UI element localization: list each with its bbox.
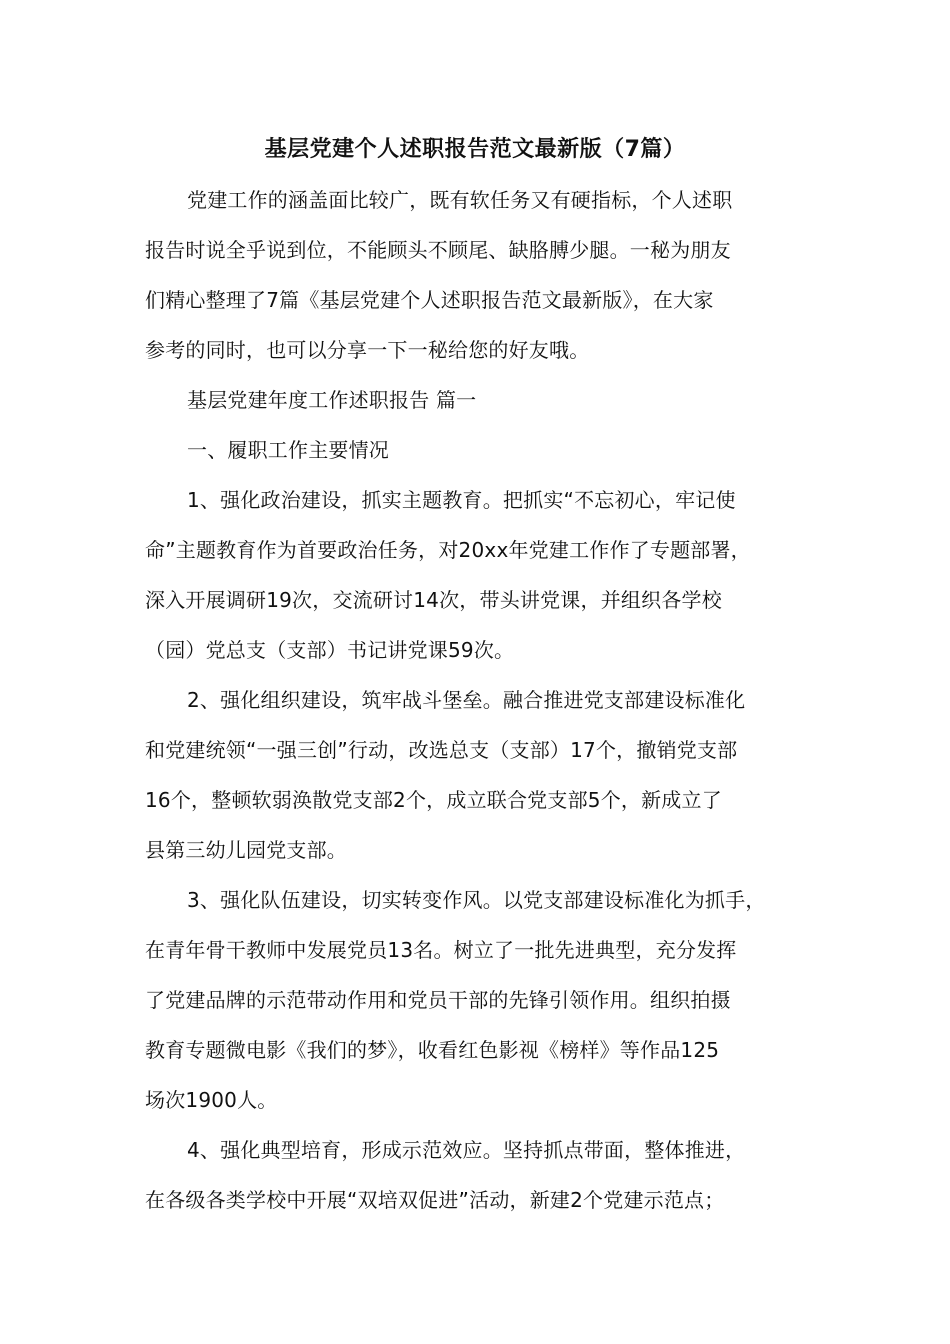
paragraph-line: 了党建品牌的示范带动作用和党员干部的先锋引领作用。组织拍摄 — [145, 988, 731, 1012]
paragraph-line: 县第三幼儿园党支部。 — [145, 838, 347, 862]
document-title: 基层党建个人述职报告范文最新版（7篇） — [264, 137, 686, 162]
paragraph-line: 3、强化队伍建设，切实转变作风。以党支部建设标准化为抓手， — [187, 888, 766, 912]
paragraph-line: 4、强化典型培育，形成示范效应。坚持抓点带面，整体推进， — [187, 1138, 746, 1162]
paragraph-line: 报告时说全乎说到位，不能顾头不顾尾、缺胳膊少腿。一秘为朋友 — [145, 238, 731, 262]
paragraph-line: 教育专题微电影《我们的梦》，收看红色影视《榜样》等作品125 — [145, 1038, 720, 1062]
paragraph-line: 2、强化组织建设，筑牢战斗堡垒。融合推进党支部建设标准化 — [187, 688, 746, 712]
paragraph-line: 党建工作的涵盖面比较广，既有软任务又有硬指标，个人述职 — [187, 188, 733, 212]
paragraph-line: 命”主题教育作为首要政治任务，对20xx年党建工作作了专题部署， — [145, 538, 751, 562]
paragraph-line: 16个，整顿软弱涣散党支部2个，成立联合党支部5个，新成立了 — [145, 788, 722, 812]
paragraph-line: （园）党总支（支部）书记讲党课59次。 — [145, 638, 515, 662]
paragraph-line: 1、强化政治建设，抓实主题教育。把抓实“不忘初心，牢记使 — [187, 488, 736, 512]
section-heading: 一、履职工作主要情况 — [187, 438, 389, 462]
paragraph-line: 在青年骨干教师中发展党员13名。树立了一批先进典型，充分发挥 — [145, 938, 737, 962]
paragraph-line: 场次1900人。 — [145, 1088, 278, 1112]
paragraph-line: 在各级各类学校中开展“双培双促进”活动，新建2个党建示范点； — [145, 1188, 725, 1212]
paragraph-line: 们精心整理了7篇《基层党建个人述职报告范文最新版》，在大家 — [145, 288, 714, 312]
section-heading: 基层党建年度工作述职报告 篇一 — [187, 388, 477, 412]
paragraph-line: 和党建统领“一强三创”行动，改选总支（支部）17个，撤销党支部 — [145, 738, 738, 762]
paragraph-line: 深入开展调研19次，交流研讨14次，带头讲党课，并组织各学校 — [145, 588, 722, 612]
paragraph-line: 参考的同时，也可以分享一下一秘给您的好友哦。 — [145, 338, 590, 362]
